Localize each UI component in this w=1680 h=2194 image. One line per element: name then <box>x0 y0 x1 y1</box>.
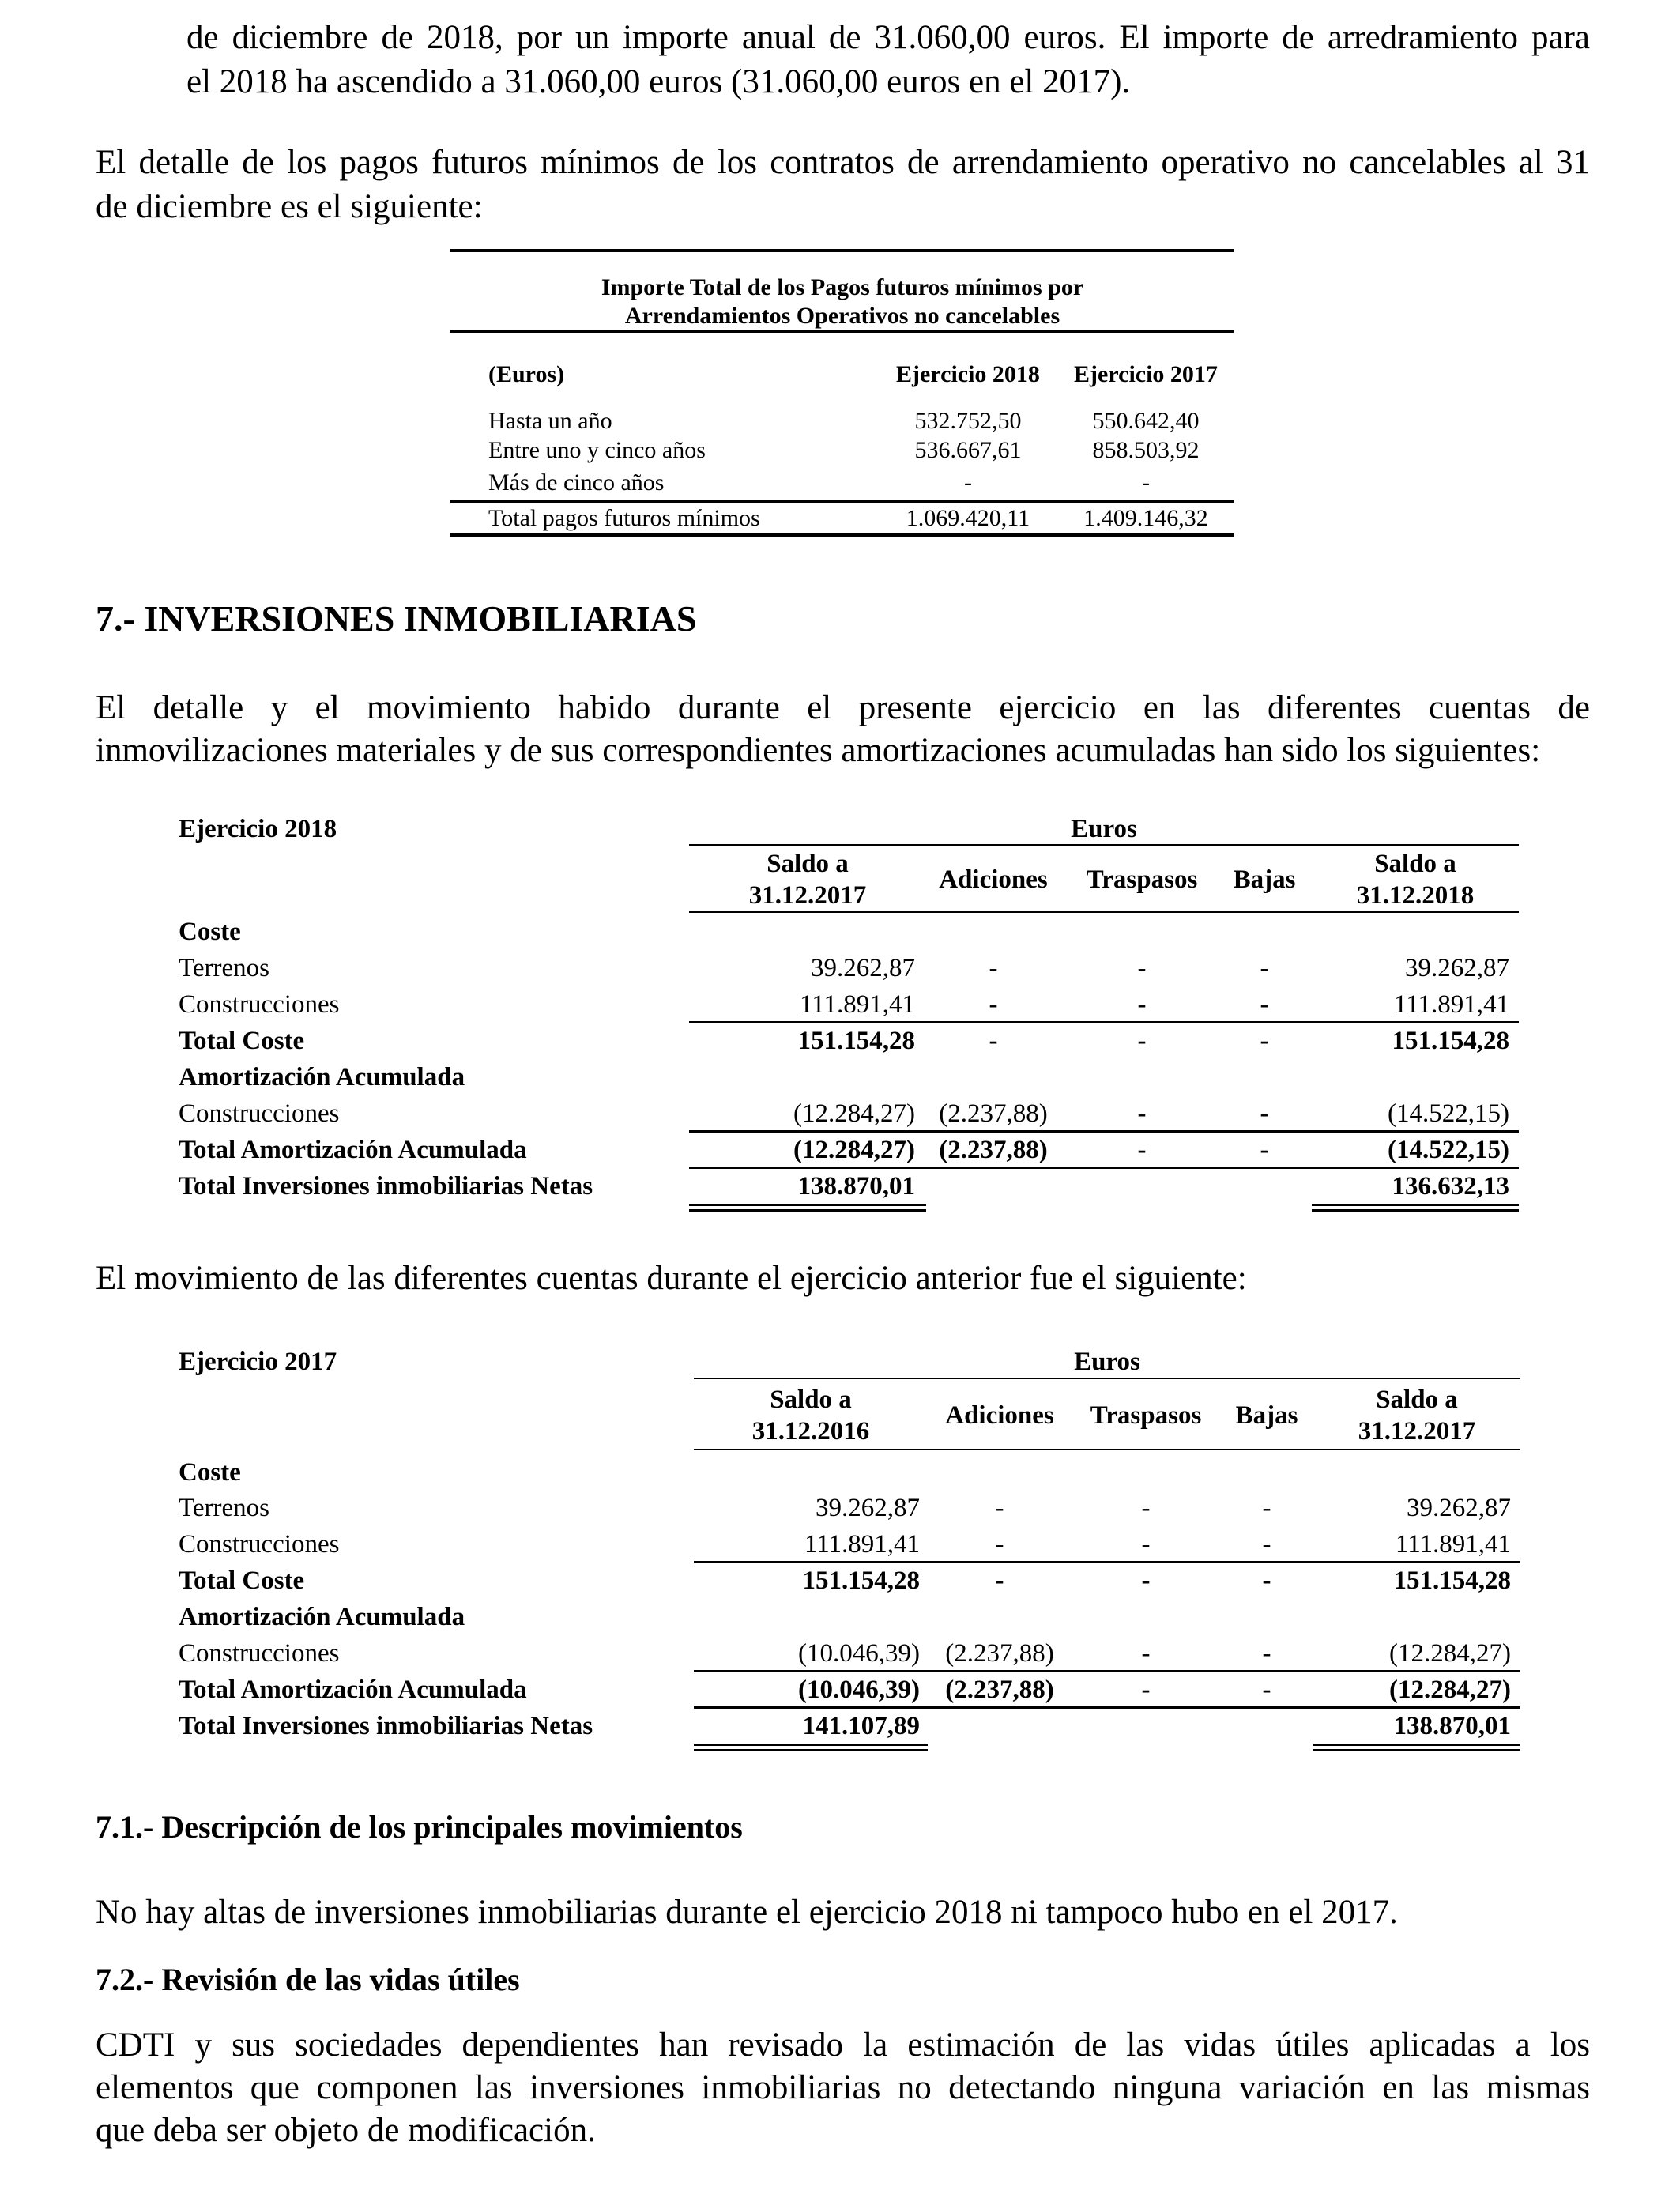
col-start-line-1: Saldo a <box>770 1385 852 1414</box>
double-rule-end-2 <box>1313 1749 1520 1751</box>
cell-start: (12.284,27) <box>793 1136 915 1164</box>
cell-end: 136.632,13 <box>1392 1172 1509 1201</box>
col-end-line-1: Saldo a <box>1374 850 1456 878</box>
section-label-amortizacion: Amortización Acumulada <box>179 1603 465 1631</box>
cell-end: (14.522,15) <box>1388 1099 1509 1128</box>
cell-disposals: - <box>1260 954 1269 982</box>
cell-end: 111.891,41 <box>1393 990 1509 1019</box>
lease-total-2018: 1.069.420,11 <box>906 505 1030 531</box>
section-7-para-line-2: inmovilizaciones materiales y de sus correspondientes amortizaciones acumuladas han sido los siguientes: <box>96 732 1541 769</box>
table-currency-label: Euros <box>1074 1348 1140 1376</box>
table-subheader-rule <box>694 1449 1520 1450</box>
double-rule-end-1 <box>1313 1744 1520 1746</box>
lease-row-2018: 536.667,61 <box>914 437 1022 463</box>
col-start-line-2: 31.12.2017 <box>748 881 867 910</box>
cell-disposals: - <box>1260 1027 1269 1055</box>
row-label: Terrenos <box>179 954 269 982</box>
lease-table-title-2: Arrendamientos Operativos no cancelables <box>624 303 1060 329</box>
cell-start: 39.262,87 <box>811 954 915 982</box>
cell-transfers: - <box>1137 1099 1147 1128</box>
cell-transfers: - <box>1141 1566 1151 1595</box>
cell-additions: (2.237,88) <box>939 1099 1048 1128</box>
cell-end: 111.891,41 <box>1395 1530 1511 1559</box>
table-header-rule <box>689 844 1519 846</box>
cell-transfers: - <box>1141 1494 1151 1522</box>
cell-start: (10.046,39) <box>798 1639 920 1668</box>
double-rule-start-2 <box>689 1209 926 1212</box>
cell-additions: - <box>995 1530 1004 1559</box>
double-rule-start-2 <box>694 1749 928 1751</box>
cell-transfers: - <box>1137 1027 1147 1055</box>
section-label-coste: Coste <box>179 1458 241 1487</box>
section-7-2-line-1: CDTI y sus sociedades dependientes han revisado la estimación de las vidas útiles aplicadas a los <box>96 2026 1590 2064</box>
cell-start: 151.154,28 <box>797 1027 915 1055</box>
cell-start: (10.046,39) <box>798 1676 920 1704</box>
lease-table-bottom-rule <box>450 533 1234 537</box>
intro-line-2: el 2018 ha ascendido a 31.060,00 euros (31.060,00 euros en el 2017). <box>186 63 1131 100</box>
cell-disposals: - <box>1262 1676 1271 1704</box>
cell-disposals: - <box>1260 990 1269 1019</box>
cell-transfers: - <box>1141 1676 1151 1704</box>
cell-additions: - <box>995 1566 1004 1595</box>
col-disposals: Bajas <box>1233 865 1296 894</box>
total-amort-rule <box>689 1130 1519 1133</box>
double-rule-start-1 <box>689 1204 926 1206</box>
col-additions: Adiciones <box>945 1401 1054 1430</box>
cell-disposals: - <box>1260 1099 1269 1128</box>
double-rule-end-1 <box>1312 1204 1519 1206</box>
row-label-total: Total Coste <box>179 1027 305 1055</box>
table-year-label: Ejercicio 2018 <box>179 815 337 843</box>
lease-total-2017: 1.409.146,32 <box>1083 505 1208 531</box>
cell-additions: (2.237,88) <box>945 1639 1054 1668</box>
cell-disposals: - <box>1260 1136 1269 1164</box>
cell-transfers: - <box>1137 954 1147 982</box>
section-label-coste: Coste <box>179 918 241 946</box>
lease-table-col-2017: Ejercicio 2017 <box>1074 361 1218 387</box>
cell-transfers: - <box>1141 1530 1151 1559</box>
section-7-1-title: 7.1.- Descripción de los principales movimientos <box>96 1809 743 1845</box>
row-label-total: Total Amortización Acumulada <box>179 1676 527 1704</box>
cell-additions: - <box>989 990 998 1019</box>
row-label-total: Total Coste <box>179 1566 305 1595</box>
section-7-2-line-3: que deba ser objeto de modificación. <box>96 2112 596 2149</box>
cell-disposals: - <box>1262 1530 1271 1559</box>
col-transfers: Traspasos <box>1090 1401 1202 1430</box>
lease-row-2018: - <box>964 469 972 496</box>
col-end-line-1: Saldo a <box>1376 1385 1458 1414</box>
table-subheader-rule <box>689 911 1519 913</box>
intro-line-1: de diciembre de 2018, por un importe anual de 31.060,00 euros. El importe de arredramiento para <box>186 19 1590 56</box>
cell-start: 138.870,01 <box>797 1172 915 1201</box>
cell-end: (12.284,27) <box>1389 1676 1511 1704</box>
lease-row-2018: 532.752,50 <box>914 408 1022 434</box>
row-label: Terrenos <box>179 1494 269 1522</box>
cell-end: 151.154,28 <box>1392 1027 1509 1055</box>
row-label: Construcciones <box>179 1099 340 1128</box>
cell-transfers: - <box>1137 990 1147 1019</box>
cell-additions: - <box>989 954 998 982</box>
table-year-label: Ejercicio 2017 <box>179 1348 337 1376</box>
lease-table-col-2018: Ejercicio 2018 <box>896 361 1040 387</box>
cell-end: 151.154,28 <box>1393 1566 1511 1595</box>
col-start-line-1: Saldo a <box>767 850 849 878</box>
cell-start: 141.107,89 <box>802 1712 920 1740</box>
lease-paragraph-line-1: El detalle de los pagos futuros mínimos de los contratos de arrendamiento operativo no cancelables al 31 <box>96 144 1590 181</box>
row-label-total: Total Amortización Acumulada <box>179 1136 527 1164</box>
cell-start: 151.154,28 <box>802 1566 920 1595</box>
total-amort-rule <box>694 1670 1520 1672</box>
col-end-line-2: 31.12.2018 <box>1356 881 1475 910</box>
col-additions: Adiciones <box>939 865 1048 894</box>
cell-transfers: - <box>1137 1136 1147 1164</box>
table-currency-label: Euros <box>1071 815 1137 843</box>
row-label: Construcciones <box>179 1530 340 1559</box>
cell-disposals: - <box>1262 1494 1271 1522</box>
cell-additions: (2.237,88) <box>939 1136 1048 1164</box>
row-label-total-net: Total Inversiones inmobiliarias Netas <box>179 1712 593 1740</box>
lease-table-title-1: Importe Total de los Pagos futuros mínimos por <box>601 274 1084 300</box>
total-netas-rule <box>689 1167 1519 1169</box>
cell-disposals: - <box>1262 1566 1271 1595</box>
lease-row-2017: 550.642,40 <box>1092 408 1200 434</box>
lease-paragraph-line-2: de diciembre es el siguiente: <box>96 188 483 225</box>
cell-end: 39.262,87 <box>1405 954 1509 982</box>
lease-row-label: Más de cinco años <box>488 469 665 496</box>
section-7-title: 7.- INVERSIONES INMOBILIARIAS <box>96 598 697 639</box>
cell-start: (12.284,27) <box>793 1099 915 1128</box>
cell-end: 138.870,01 <box>1393 1712 1511 1740</box>
lease-table-total-rule <box>450 500 1234 503</box>
section-7-2-title: 7.2.- Revisión de las vidas útiles <box>96 1962 520 1997</box>
cell-transfers: - <box>1141 1639 1151 1668</box>
double-rule-end-2 <box>1312 1209 1519 1212</box>
lease-table-top-rule <box>450 249 1234 252</box>
lease-row-label: Hasta un año <box>488 408 612 434</box>
lease-row-2017: 858.503,92 <box>1092 437 1200 463</box>
col-start-line-2: 31.12.2016 <box>751 1417 870 1446</box>
col-disposals: Bajas <box>1235 1401 1298 1430</box>
lease-row-label: Entre uno y cinco años <box>488 437 706 463</box>
section-7-para-line-1: El detalle y el movimiento habido durante el presente ejercicio en las diferentes cuentas de <box>96 689 1590 726</box>
prev-year-paragraph: El movimiento de las diferentes cuentas durante el ejercicio anterior fue el siguiente: <box>96 1260 1247 1297</box>
cell-additions: - <box>995 1494 1004 1522</box>
cell-start: 111.891,41 <box>804 1530 920 1559</box>
col-end-line-2: 31.12.2017 <box>1358 1417 1476 1446</box>
total-coste-rule <box>694 1561 1520 1563</box>
table-header-rule <box>694 1378 1520 1379</box>
total-coste-rule <box>689 1021 1519 1023</box>
lease-table-unit-label: (Euros) <box>488 361 565 387</box>
row-label: Construcciones <box>179 1639 340 1668</box>
cell-end: 39.262,87 <box>1407 1494 1511 1522</box>
cell-end: (12.284,27) <box>1389 1639 1511 1668</box>
row-label-total-net: Total Inversiones inmobiliarias Netas <box>179 1172 593 1201</box>
col-transfers: Traspasos <box>1086 865 1198 894</box>
total-netas-rule <box>694 1706 1520 1709</box>
lease-table-title-rule <box>450 330 1234 333</box>
lease-row-2017: - <box>1142 469 1150 496</box>
cell-disposals: - <box>1262 1639 1271 1668</box>
section-7-2-line-2: elementos que componen las inversiones inmobiliarias no detectando ninguna variación en las mismas <box>96 2069 1590 2106</box>
section-7-1-text: No hay altas de inversiones inmobiliarias durante el ejercicio 2018 ni tampoco hubo en el 2017. <box>96 1894 1398 1931</box>
cell-start: 111.891,41 <box>799 990 915 1019</box>
cell-start: 39.262,87 <box>816 1494 920 1522</box>
double-rule-start-1 <box>694 1744 928 1746</box>
cell-additions: - <box>989 1027 998 1055</box>
lease-total-label: Total pagos futuros mínimos <box>488 505 760 531</box>
section-label-amortizacion: Amortización Acumulada <box>179 1063 465 1091</box>
cell-end: (14.522,15) <box>1388 1136 1509 1164</box>
cell-additions: (2.237,88) <box>945 1676 1054 1704</box>
row-label: Construcciones <box>179 990 340 1019</box>
